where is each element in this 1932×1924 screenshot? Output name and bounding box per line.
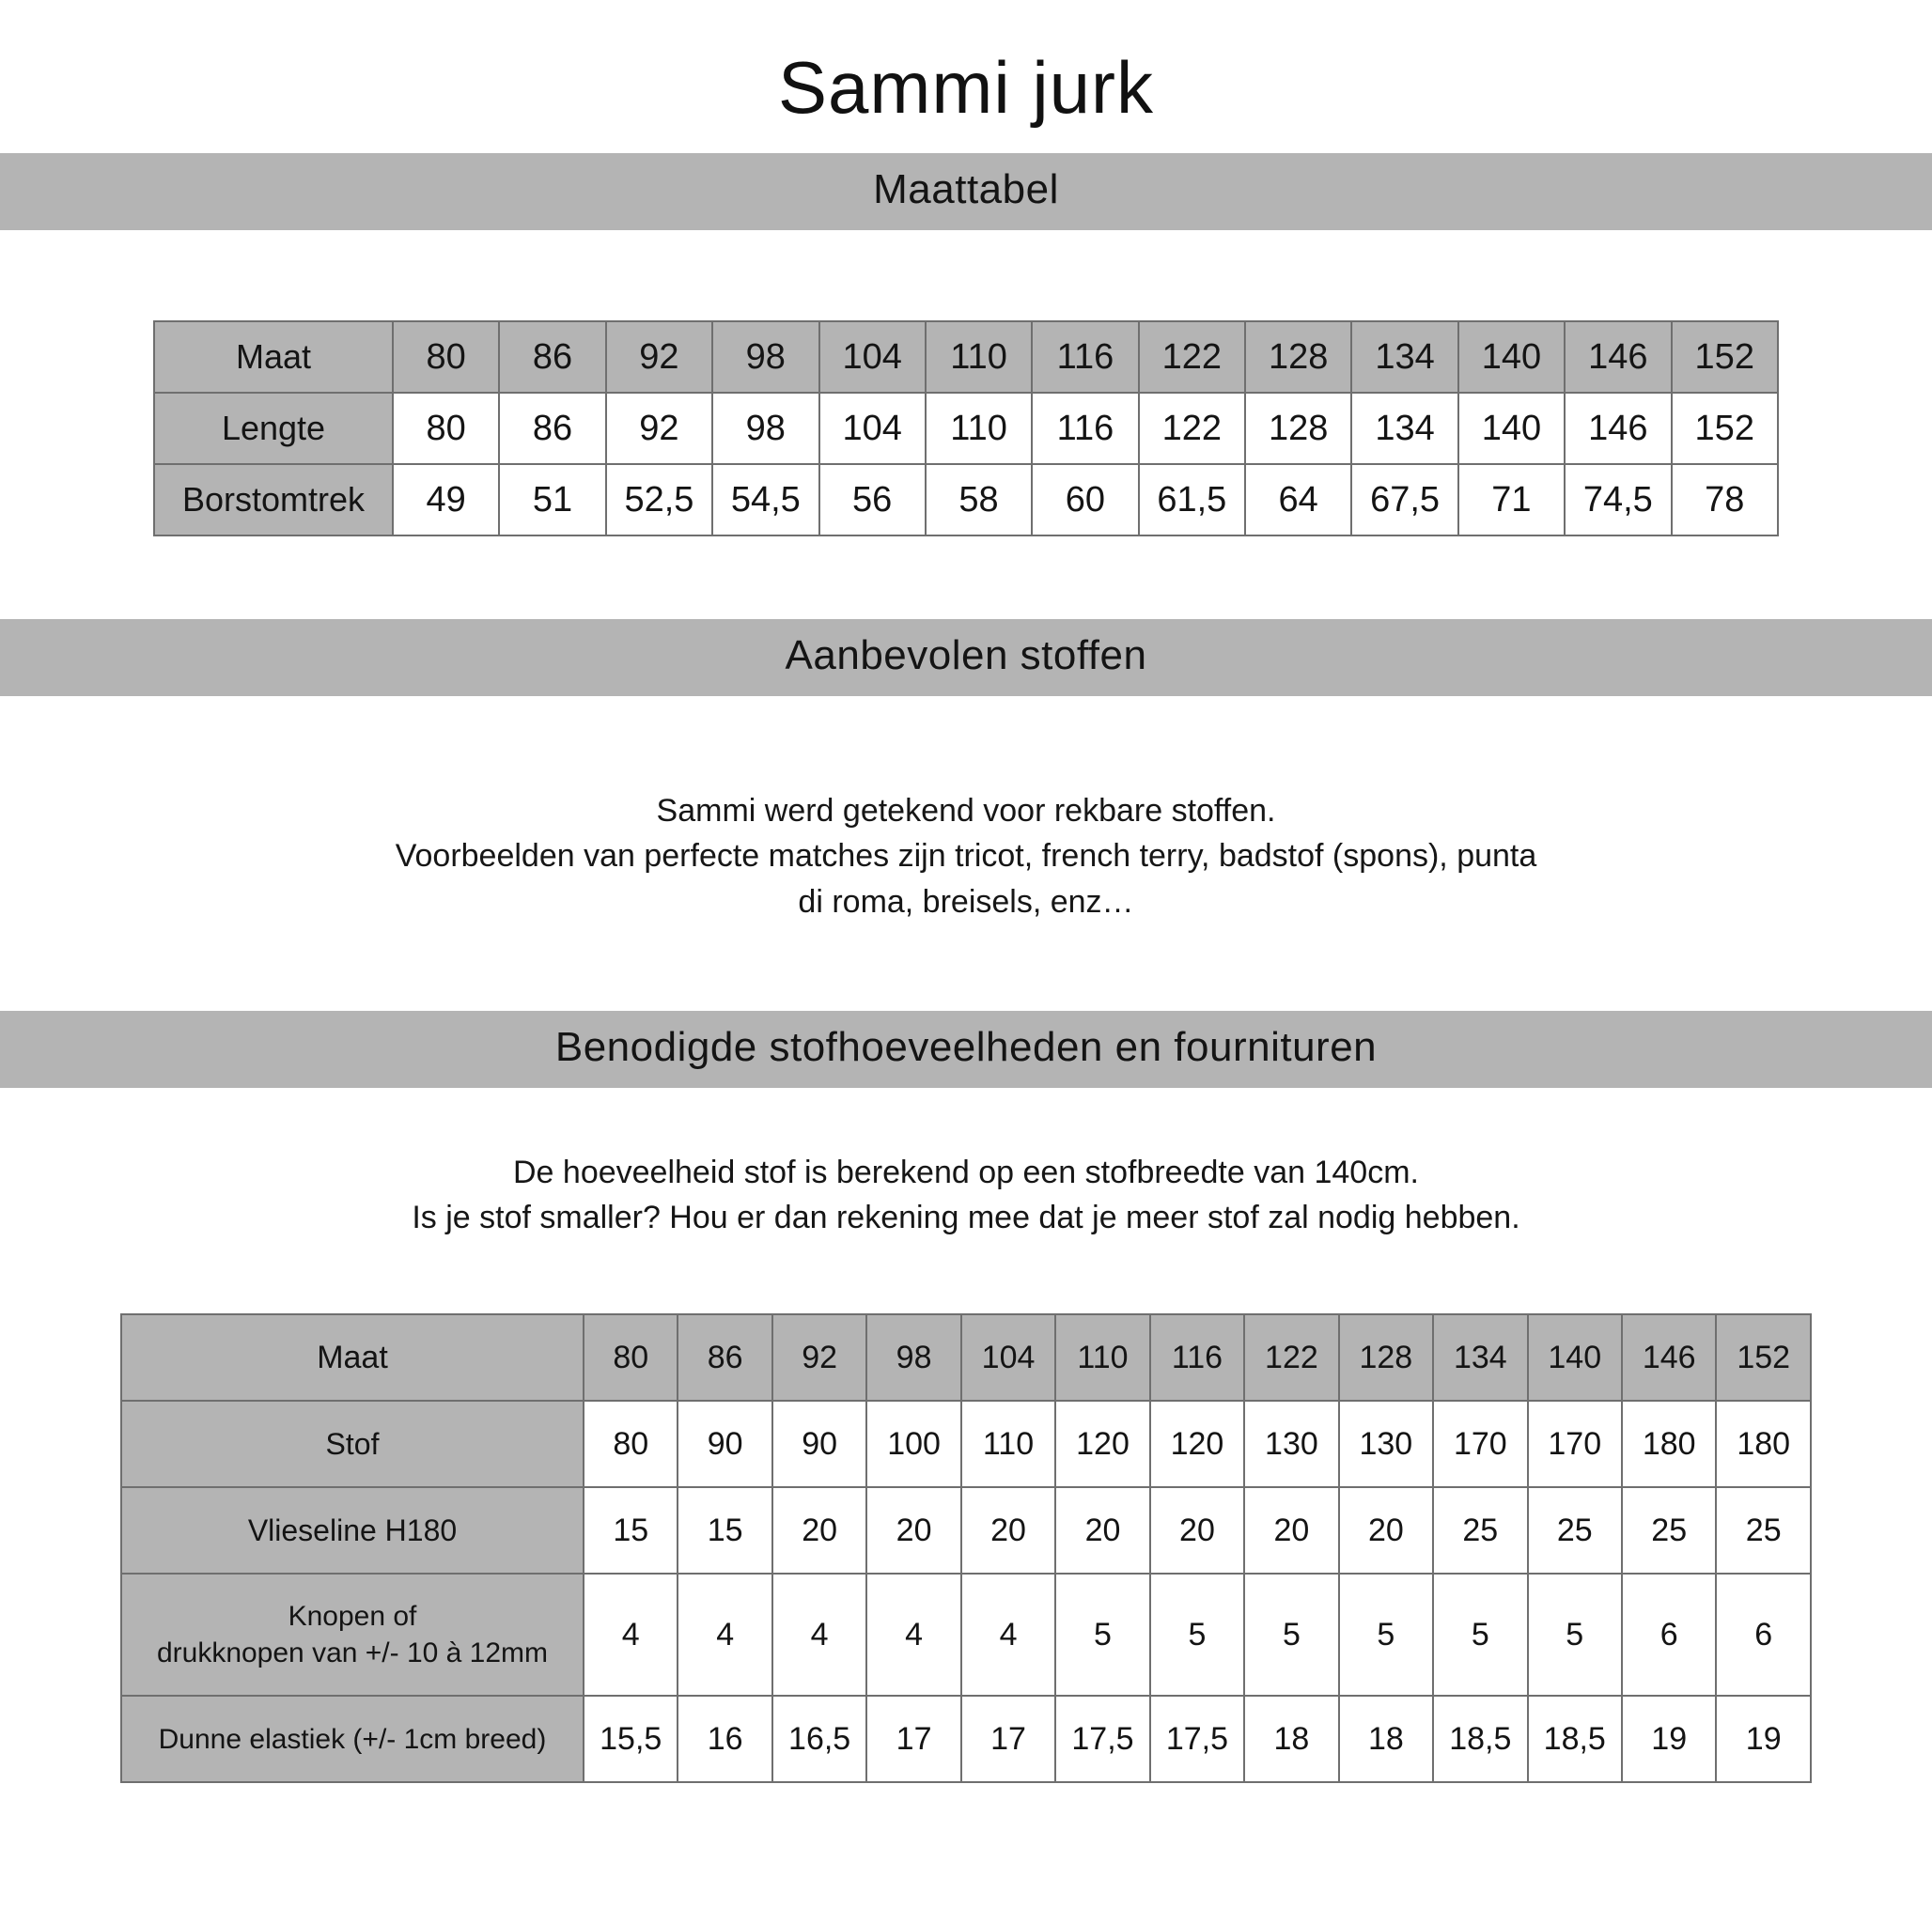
size-chart-table-wrapper	[153, 320, 1779, 536]
table-cell: 80	[393, 321, 499, 393]
table-cell: 134	[1433, 1314, 1527, 1401]
table-cell: 120	[1150, 1401, 1244, 1487]
table-cell: 146	[1622, 1314, 1716, 1401]
table-cell: 18,5	[1528, 1696, 1622, 1782]
table-cell: 71	[1458, 464, 1565, 535]
row-header-cell: Vlieseline H180	[121, 1487, 584, 1574]
table-cell: 110	[926, 393, 1032, 464]
table-cell: 120	[1055, 1401, 1149, 1487]
table-cell: 18,5	[1433, 1696, 1527, 1782]
table-row	[121, 1574, 1811, 1696]
table-cell: 100	[866, 1401, 960, 1487]
table-cell: 6	[1622, 1574, 1716, 1696]
table-cell: 134	[1351, 321, 1457, 393]
table-cell: 86	[678, 1314, 771, 1401]
row-header-cell: Maat	[154, 321, 393, 393]
table-cell: 110	[961, 1401, 1055, 1487]
table-cell: 180	[1716, 1401, 1811, 1487]
fabrics-line-1: Sammi werd getekend voor rekbare stoffen.	[656, 793, 1276, 829]
table-cell: 20	[772, 1487, 866, 1574]
amount-table-wrapper	[120, 1313, 1812, 1783]
section-heading-amounts: Benodigde stofhoeveelheden en fournituren	[0, 1011, 1932, 1088]
table-cell: 58	[926, 464, 1032, 535]
row-header-cell: Stof	[121, 1401, 584, 1487]
table-cell: 5	[1339, 1574, 1433, 1696]
table-cell: 130	[1244, 1401, 1338, 1487]
table-cell: 49	[393, 464, 499, 535]
table-cell: 54,5	[712, 464, 818, 535]
table-cell: 5	[1528, 1574, 1622, 1696]
table-cell: 80	[584, 1401, 678, 1487]
table-cell: 17	[866, 1696, 960, 1782]
table-cell: 122	[1139, 321, 1245, 393]
fabrics-line-3: di roma, breisels, enz…	[798, 883, 1134, 920]
table-cell: 98	[866, 1314, 960, 1401]
table-cell: 15	[678, 1487, 771, 1574]
table-cell: 78	[1672, 464, 1779, 535]
table-cell: 20	[866, 1487, 960, 1574]
table-cell: 134	[1351, 393, 1457, 464]
table-cell: 140	[1458, 321, 1565, 393]
table-cell: 20	[1150, 1487, 1244, 1574]
table-cell: 122	[1139, 393, 1245, 464]
table-cell: 90	[772, 1401, 866, 1487]
row-header-cell: Borstomtrek	[154, 464, 393, 535]
table-cell: 18	[1339, 1696, 1433, 1782]
table-cell: 19	[1716, 1696, 1811, 1782]
table-cell: 64	[1245, 464, 1351, 535]
table-cell: 116	[1032, 321, 1138, 393]
table-cell: 17,5	[1055, 1696, 1149, 1782]
table-row	[154, 464, 1778, 535]
table-cell: 128	[1339, 1314, 1433, 1401]
table-cell: 6	[1716, 1574, 1811, 1696]
table-row	[154, 393, 1778, 464]
table-cell: 146	[1565, 321, 1671, 393]
table-row	[121, 1401, 1811, 1487]
table-cell: 4	[772, 1574, 866, 1696]
table-cell: 90	[678, 1401, 771, 1487]
table-cell: 98	[712, 321, 818, 393]
row-header-cell: Maat	[121, 1314, 584, 1401]
table-cell: 67,5	[1351, 464, 1457, 535]
table-cell: 170	[1528, 1401, 1622, 1487]
table-cell: 17	[961, 1696, 1055, 1782]
table-cell: 61,5	[1139, 464, 1245, 535]
table-cell: 52,5	[606, 464, 712, 535]
section-heading-size-chart: Maattabel	[0, 153, 1932, 230]
table-header-row	[154, 321, 1778, 393]
table-cell: 180	[1622, 1401, 1716, 1487]
table-cell: 60	[1032, 464, 1138, 535]
table-cell: 5	[1433, 1574, 1527, 1696]
table-cell: 20	[1244, 1487, 1338, 1574]
table-cell: 98	[712, 393, 818, 464]
table-cell: 17,5	[1150, 1696, 1244, 1782]
table-cell: 122	[1244, 1314, 1338, 1401]
fabrics-paragraph	[0, 788, 1932, 924]
table-cell: 104	[819, 393, 926, 464]
table-cell: 5	[1244, 1574, 1338, 1696]
table-cell: 20	[961, 1487, 1055, 1574]
table-cell: 15	[584, 1487, 678, 1574]
table-cell: 92	[606, 393, 712, 464]
table-cell: 104	[819, 321, 926, 393]
table-cell: 86	[499, 321, 605, 393]
table-cell: 140	[1528, 1314, 1622, 1401]
table-cell: 4	[866, 1574, 960, 1696]
table-cell: 116	[1032, 393, 1138, 464]
table-cell: 92	[606, 321, 712, 393]
table-cell: 19	[1622, 1696, 1716, 1782]
table-cell: 152	[1716, 1314, 1811, 1401]
table-cell: 20	[1339, 1487, 1433, 1574]
page-title: Sammi jurk	[777, 46, 1155, 129]
table-cell: 56	[819, 464, 926, 535]
table-cell: 116	[1150, 1314, 1244, 1401]
section-heading-fabrics: Aanbevolen stoffen	[0, 619, 1932, 696]
table-cell: 86	[499, 393, 605, 464]
table-cell: 128	[1245, 393, 1351, 464]
table-cell: 25	[1433, 1487, 1527, 1574]
table-row	[121, 1696, 1811, 1782]
amounts-line-1: De hoeveelheid stof is berekend op een stofbreedte van 140cm.	[513, 1154, 1419, 1190]
table-cell: 4	[961, 1574, 1055, 1696]
table-cell: 140	[1458, 393, 1565, 464]
table-cell: 74,5	[1565, 464, 1671, 535]
table-cell: 146	[1565, 393, 1671, 464]
table-cell: 104	[961, 1314, 1055, 1401]
table-cell: 4	[678, 1574, 771, 1696]
table-cell: 4	[584, 1574, 678, 1696]
table-cell: 110	[1055, 1314, 1149, 1401]
table-cell: 16,5	[772, 1696, 866, 1782]
amounts-line-2: Is je stof smaller? Hou er dan rekening mee dat je meer stof zal nodig hebben.	[412, 1200, 1520, 1236]
table-cell: 152	[1672, 321, 1779, 393]
table-cell: 15,5	[584, 1696, 678, 1782]
fabrics-line-2: Voorbeelden van perfecte matches zijn tricot, french terry, badstof (spons), punta	[395, 838, 1537, 875]
row-header-cell: Knopen of drukknopen van +/- 10 à 12mm	[121, 1574, 584, 1696]
size-chart-table	[153, 320, 1779, 536]
table-cell: 25	[1716, 1487, 1811, 1574]
table-cell: 18	[1244, 1696, 1338, 1782]
table-cell: 25	[1622, 1487, 1716, 1574]
amounts-paragraph	[0, 1150, 1932, 1241]
row-header-cell: Lengte	[154, 393, 393, 464]
table-cell: 25	[1528, 1487, 1622, 1574]
table-cell: 170	[1433, 1401, 1527, 1487]
row-header-cell: Dunne elastiek (+/- 1cm breed)	[121, 1696, 584, 1782]
table-row	[121, 1487, 1811, 1574]
table-cell: 80	[584, 1314, 678, 1401]
table-cell: 92	[772, 1314, 866, 1401]
table-cell: 5	[1055, 1574, 1149, 1696]
table-cell: 110	[926, 321, 1032, 393]
table-header-row	[121, 1314, 1811, 1401]
table-cell: 130	[1339, 1401, 1433, 1487]
table-cell: 16	[678, 1696, 771, 1782]
table-cell: 152	[1672, 393, 1779, 464]
table-cell: 80	[393, 393, 499, 464]
table-cell: 51	[499, 464, 605, 535]
table-cell: 20	[1055, 1487, 1149, 1574]
table-cell: 128	[1245, 321, 1351, 393]
fabric-amount-table	[120, 1313, 1812, 1783]
table-cell: 5	[1150, 1574, 1244, 1696]
